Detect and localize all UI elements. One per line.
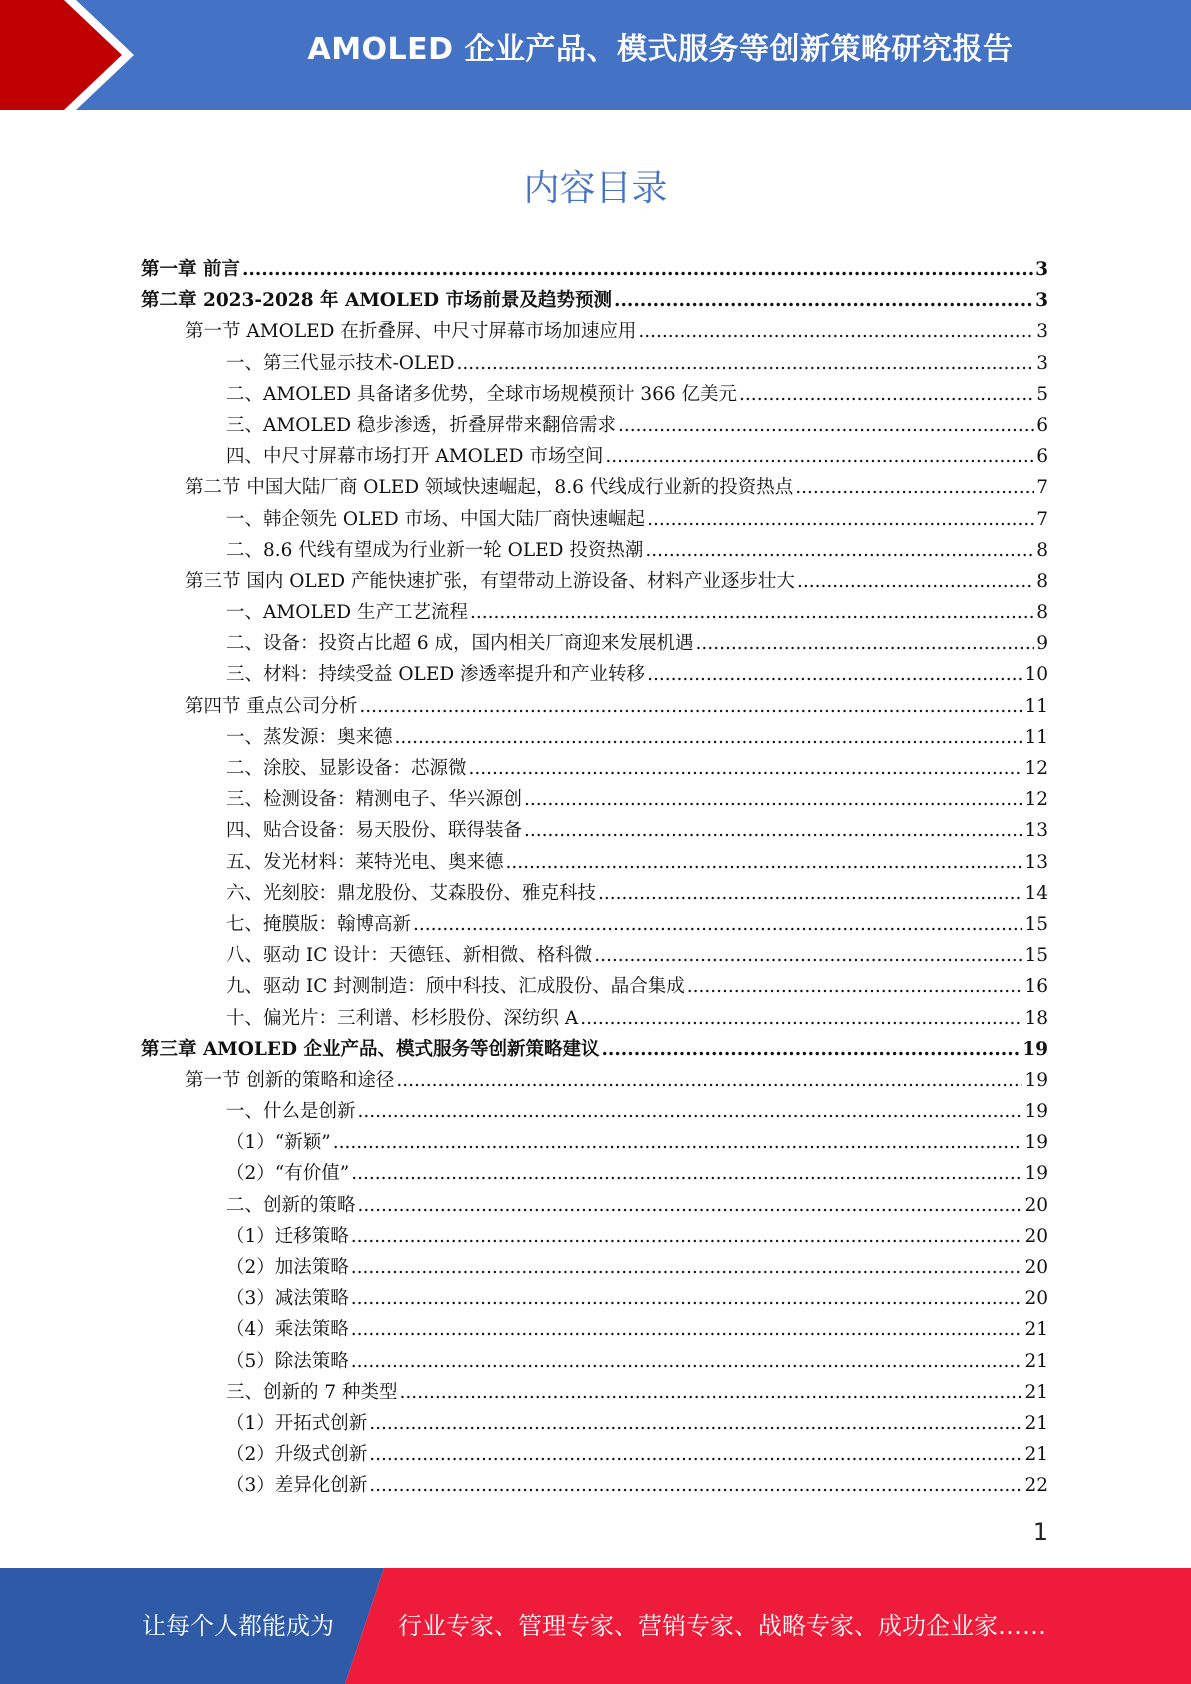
toc-entry[interactable] — [141, 316, 1048, 347]
toc-entry-label: 六、光刻胶：鼎龙股份、艾森股份、雅克科技 — [226, 882, 597, 904]
toc-dot-leader — [601, 1034, 1020, 1065]
toc-entry-label: 四、贴合设备：易天股份、联得装备 — [226, 820, 523, 842]
toc-entry[interactable] — [141, 535, 1048, 566]
toc-entry-label: 二、创新的策略 — [226, 1194, 356, 1216]
toc-title: 内容目录 — [523, 168, 668, 209]
toc-entry-page: 19 — [1024, 1069, 1048, 1091]
toc-entry-label: 三、创新的 7 种类型 — [226, 1381, 398, 1403]
toc-dot-leader — [369, 1408, 1022, 1439]
toc-entry[interactable] — [141, 597, 1048, 628]
toc-dot-leader — [614, 285, 1033, 316]
toc-entry-page: 9 — [1036, 633, 1048, 655]
toc-dot-leader — [358, 1096, 1023, 1127]
toc-entry-page: 19 — [1022, 1038, 1048, 1060]
toc-entry-page: 12 — [1024, 758, 1048, 779]
toc-entry-page: 15 — [1024, 945, 1048, 967]
toc-entry-label: （1）迁移策略 — [226, 1225, 349, 1247]
page-footer — [0, 1568, 1191, 1684]
toc-entry-label: 二、设备：投资占比超 6 成，国内相关厂商迎来发展机遇 — [226, 633, 694, 655]
toc-entry-page: 8 — [1036, 570, 1048, 592]
toc-entry[interactable] — [141, 1003, 1048, 1034]
toc-entry[interactable] — [141, 285, 1048, 316]
toc-entry-page: 3 — [1036, 321, 1048, 343]
toc-dot-leader — [618, 410, 1034, 441]
toc-entry-label: 一、蒸发源：奥来德 — [226, 726, 393, 748]
toc-dot-leader — [358, 1190, 1023, 1221]
toc-entry-label: （3）减法策略 — [226, 1288, 349, 1310]
toc-entry[interactable] — [141, 691, 1048, 722]
toc-entry[interactable] — [141, 722, 1048, 753]
toc-entry-page: 19 — [1024, 1101, 1048, 1123]
toc-dot-leader — [506, 847, 1023, 878]
toc-entry-page: 22 — [1024, 1475, 1048, 1497]
toc-entry[interactable] — [141, 1377, 1048, 1408]
toc-entry-label: 一、第三代显示技术-OLED — [226, 352, 455, 374]
toc-dot-leader — [400, 1377, 1023, 1408]
page-number: 1 — [1032, 1518, 1048, 1546]
toc-entry[interactable] — [141, 254, 1048, 285]
toc-dot-leader — [351, 1346, 1023, 1377]
toc-entry-page: 18 — [1024, 1007, 1048, 1029]
toc-dot-leader — [351, 1314, 1023, 1345]
toc-entry-page: 8 — [1036, 602, 1048, 624]
toc-entry[interactable] — [141, 940, 1048, 971]
page-header — [0, 0, 1191, 110]
toc-entry[interactable] — [141, 1096, 1048, 1127]
toc-dot-leader — [413, 909, 1022, 940]
toc-entry[interactable] — [141, 1346, 1048, 1377]
toc-entry[interactable] — [141, 1127, 1048, 1158]
toc-entry-label: （5）除法策略 — [226, 1350, 349, 1372]
toc-entry[interactable] — [141, 909, 1048, 940]
toc-entry-label: 一、AMOLED 生产工艺流程 — [226, 602, 468, 624]
toc-entry-label: 九、驱动 IC 封测制造：颀中科技、汇成股份、晶合集成 — [226, 976, 685, 998]
footer-slogan-right: 行业专家、管理专家、营销专家、战略专家、成功企业家…… — [398, 1612, 1046, 1640]
toc-dot-leader — [351, 1283, 1023, 1314]
toc-dot-leader — [687, 971, 1023, 1002]
toc-entry[interactable] — [141, 410, 1048, 441]
toc-dot-leader — [645, 535, 1034, 566]
toc-entry[interactable] — [141, 441, 1048, 472]
toc-entry-label: （3）差异化创新 — [226, 1475, 368, 1497]
toc-entry[interactable] — [141, 753, 1048, 784]
toc-entry-page: 6 — [1036, 446, 1048, 468]
toc-entry[interactable] — [141, 1439, 1048, 1470]
toc-dot-leader — [470, 597, 1034, 628]
toc-entry-page: 21 — [1024, 1319, 1048, 1341]
toc-dot-leader — [351, 1221, 1023, 1252]
toc-entry[interactable] — [141, 566, 1048, 597]
toc-entry[interactable] — [141, 1470, 1048, 1501]
toc-entry[interactable] — [141, 815, 1048, 846]
toc-entry-label: （1）“新颖” — [226, 1132, 331, 1154]
table-of-contents — [141, 254, 1048, 1502]
toc-dot-leader — [351, 1252, 1023, 1283]
toc-dot-leader — [605, 441, 1034, 472]
toc-dot-leader — [647, 504, 1034, 535]
toc-entry-label: 八、驱动 IC 设计：天德钰、新相微、格科微 — [226, 945, 593, 967]
toc-entry-page: 10 — [1024, 664, 1048, 686]
toc-entry-label: 一、什么是创新 — [226, 1101, 356, 1123]
toc-entry[interactable] — [141, 971, 1048, 1002]
toc-entry-label: （4）乘法策略 — [226, 1319, 349, 1341]
toc-entry-page: 14 — [1024, 882, 1048, 904]
toc-dot-leader — [524, 815, 1022, 846]
toc-entry[interactable] — [141, 472, 1048, 503]
toc-entry-label: 三、检测设备：精测电子、华兴源创 — [226, 789, 523, 811]
toc-entry[interactable] — [141, 348, 1048, 379]
toc-dot-leader — [797, 566, 1034, 597]
toc-entry-page: 21 — [1024, 1444, 1048, 1466]
toc-entry-page: 19 — [1024, 1163, 1048, 1185]
toc-entry-page: 11 — [1024, 726, 1048, 748]
toc-entry-page: 13 — [1024, 820, 1048, 842]
toc-dot-leader — [580, 1003, 1022, 1034]
toc-entry-page: 15 — [1024, 913, 1048, 935]
toc-entry-label: 第一节 创新的策略和途径 — [185, 1069, 395, 1091]
toc-dot-leader — [351, 1158, 1022, 1189]
toc-entry[interactable] — [141, 847, 1048, 878]
toc-entry[interactable] — [141, 784, 1048, 815]
toc-entry-label: 二、涂胶、显影设备：芯源微 — [226, 758, 467, 779]
toc-entry-label: （2）“有价值” — [226, 1163, 350, 1185]
toc-entry[interactable] — [141, 1065, 1048, 1096]
toc-entry-page: 19 — [1024, 1132, 1048, 1154]
toc-entry-page: 6 — [1036, 414, 1048, 436]
toc-entry-page: 20 — [1024, 1288, 1048, 1310]
toc-entry-page: 21 — [1024, 1381, 1048, 1403]
toc-entry[interactable] — [141, 628, 1048, 659]
toc-entry-page: 21 — [1024, 1350, 1048, 1372]
report-title: AMOLED 企业产品、模式服务等创新策略研究报告 — [307, 32, 1014, 67]
toc-dot-leader — [242, 254, 1033, 285]
toc-dot-leader — [359, 691, 1022, 722]
toc-entry-page: 13 — [1024, 851, 1048, 873]
toc-entry-label: 第三节 国内 OLED 产能快速扩张，有望带动上游设备、材料产业逐步壮大 — [185, 570, 795, 592]
toc-entry-page: 7 — [1036, 477, 1048, 499]
toc-entry-page: 3 — [1035, 259, 1048, 280]
toc-entry-label: （2）加法策略 — [226, 1257, 349, 1278]
toc-entry-label: 十、偏光片：三利谱、杉杉股份、深纺织 A — [226, 1007, 579, 1029]
toc-dot-leader — [795, 472, 1034, 503]
toc-entry[interactable] — [141, 1158, 1048, 1189]
toc-entry-page: 20 — [1024, 1194, 1048, 1216]
toc-entry-label: 三、材料：持续受益 OLED 渗透率提升和产业转移 — [226, 664, 646, 686]
toc-entry[interactable] — [141, 1408, 1048, 1439]
toc-entry-label: （2）升级式创新 — [226, 1444, 368, 1466]
toc-dot-leader — [638, 316, 1034, 347]
toc-entry-label: 第二章 2023-2028 年 AMOLED 市场前景及趋势预测 — [141, 290, 613, 312]
toc-entry-page: 3 — [1035, 290, 1048, 312]
toc-entry-page: 21 — [1024, 1412, 1048, 1434]
footer-slogan-left: 让每个人都能成为 — [142, 1612, 334, 1640]
toc-entry-label: 第三章 AMOLED 企业产品、模式服务等创新策略建议 — [141, 1038, 600, 1060]
toc-dot-leader — [524, 784, 1022, 815]
toc-dot-leader — [598, 878, 1022, 909]
toc-entry-page: 16 — [1024, 976, 1048, 998]
toc-entry[interactable] — [141, 504, 1048, 535]
toc-entry-label: 第四节 重点公司分析 — [185, 695, 358, 717]
toc-entry[interactable] — [141, 1221, 1048, 1252]
toc-dot-leader — [333, 1127, 1023, 1158]
toc-entry[interactable] — [141, 1283, 1048, 1314]
toc-entry-page: 8 — [1036, 539, 1048, 561]
toc-entry-page: 12 — [1024, 789, 1048, 811]
toc-dot-leader — [369, 1470, 1022, 1501]
toc-entry-label: 二、8.6 代线有望成为行业新一轮 OLED 投资热潮 — [226, 539, 644, 561]
toc-entry-label: （1）开拓式创新 — [226, 1412, 368, 1434]
toc-entry-label: 四、中尺寸屏幕市场打开 AMOLED 市场空间 — [226, 446, 604, 468]
toc-entry[interactable] — [141, 379, 1048, 410]
toc-entry-page: 3 — [1036, 352, 1048, 374]
toc-dot-leader — [396, 1065, 1022, 1096]
toc-entry-label: 一、韩企领先 OLED 市场、中国大陆厂商快速崛起 — [226, 508, 646, 530]
toc-entry-label: 三、AMOLED 稳步渗透，折叠屏带来翻倍需求 — [226, 414, 616, 436]
toc-dot-leader — [594, 940, 1022, 971]
toc-dot-leader — [469, 753, 1023, 784]
toc-entry[interactable] — [141, 1252, 1048, 1283]
toc-dot-leader — [739, 379, 1034, 410]
toc-entry-label: 第一章 前言 — [141, 259, 240, 280]
toc-entry[interactable] — [141, 1314, 1048, 1345]
toc-entry-page: 20 — [1024, 1225, 1048, 1247]
toc-entry-page: 20 — [1024, 1257, 1048, 1278]
toc-dot-leader — [696, 628, 1035, 659]
toc-entry[interactable] — [141, 878, 1048, 909]
toc-entry[interactable] — [141, 1190, 1048, 1221]
toc-entry-page: 11 — [1024, 695, 1048, 717]
toc-entry-label: 七、掩膜版：翰博高新 — [226, 913, 412, 935]
toc-entry[interactable] — [141, 659, 1048, 690]
toc-dot-leader — [457, 348, 1035, 379]
toc-entry-label: 第一节 AMOLED 在折叠屏、中尺寸屏幕市场加速应用 — [185, 321, 637, 343]
toc-entry-label: 二、AMOLED 具备诸多优势，全球市场规模预计 366 亿美元 — [226, 383, 738, 405]
toc-entry-label: 第二节 中国大陆厂商 OLED 领域快速崛起，8.6 代线成行业新的投资热点 — [185, 477, 794, 499]
toc-entry-page: 5 — [1036, 383, 1048, 405]
toc-dot-leader — [395, 722, 1023, 753]
toc-entry[interactable] — [141, 1034, 1048, 1065]
toc-entry-page: 7 — [1036, 508, 1048, 530]
toc-entry-label: 五、发光材料：莱特光电、奥来德 — [226, 851, 504, 873]
toc-dot-leader — [647, 659, 1022, 690]
toc-dot-leader — [369, 1439, 1022, 1470]
